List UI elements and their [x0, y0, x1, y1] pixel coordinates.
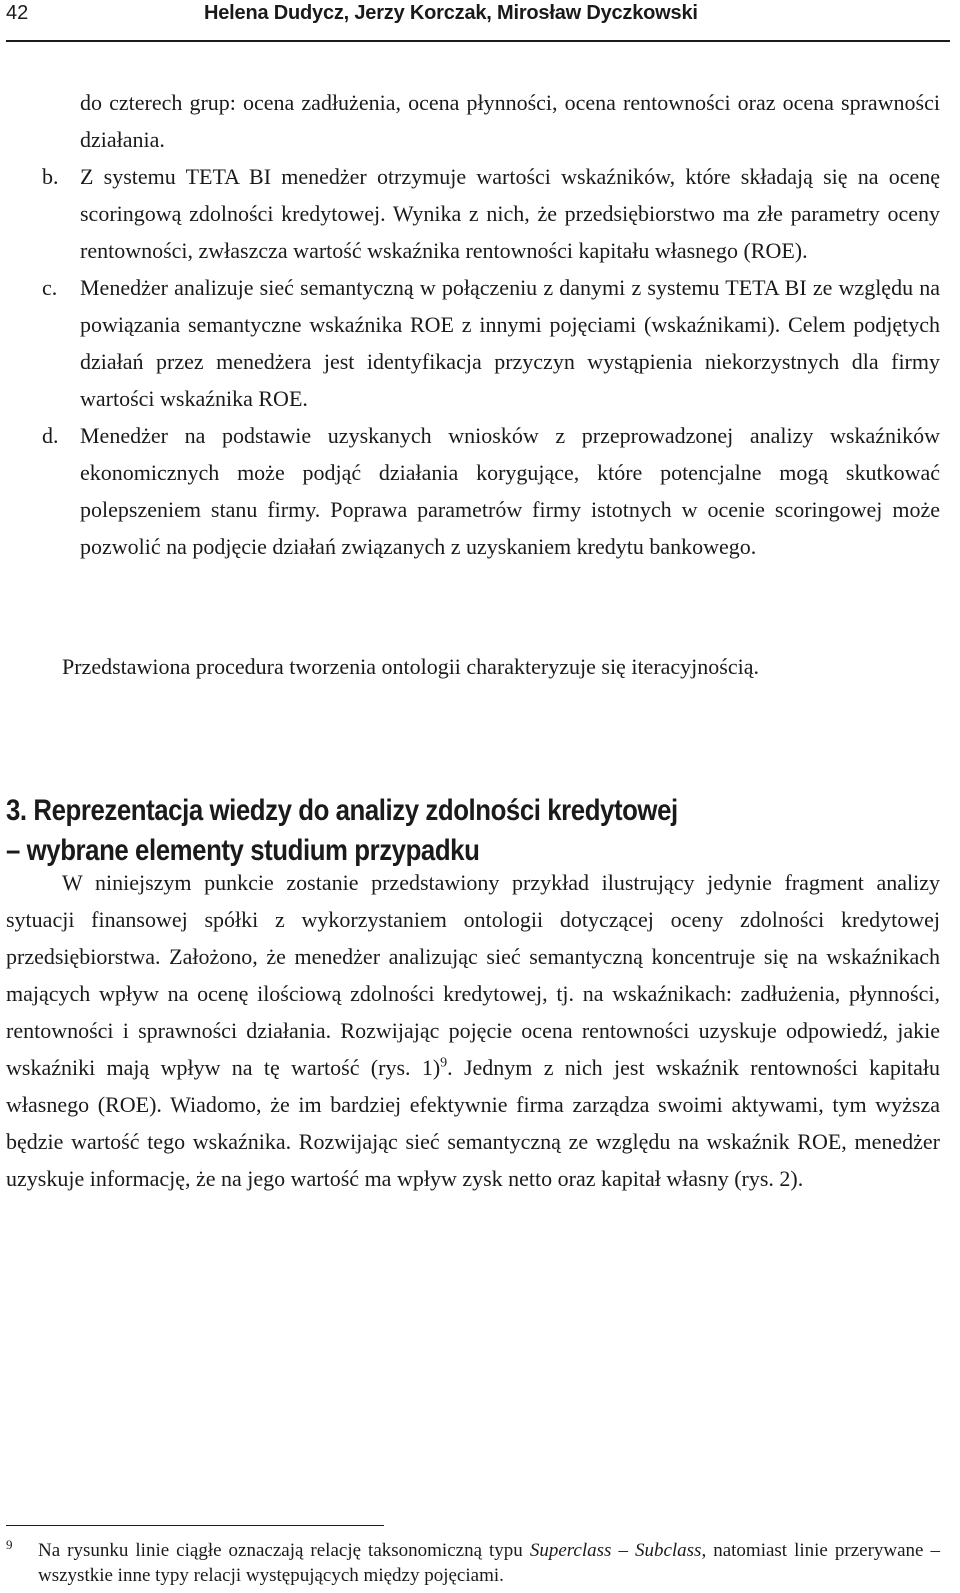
list-marker: c.: [42, 275, 58, 300]
section-heading: [6, 791, 806, 871]
footnote-text-part: Na rysunku linie ciągłe oznaczają relację taksonomiczną typu: [38, 1540, 530, 1561]
footnote-marker: 9: [6, 1537, 13, 1552]
footnote-rule: [6, 1525, 384, 1526]
list-item-text: Menedżer na podstawie uzyskanych wniosków z przeprowadzonej analizy wskaźników ekonomicznych może podjąć działania korygujące, które potencjalne mogą skutkować polepszeniem stanu firmy. Poprawa parametrów firmy istotnych w ocenie scoringowej może pozwolić na podjęcie działań związanych z uzyskaniem kredytu bankowego.: [80, 423, 940, 559]
list-marker: b.: [42, 164, 59, 189]
list-item-continuation: do czterech grup: ocena zadłużenia, ocena płynności, ocena rentowności oraz ocena sprawności działania.: [80, 90, 940, 152]
footnote-text: [38, 1538, 940, 1588]
body-text-part-1: W niniejszym punkcie zostanie przedstawiony przykład ilustrujący jedynie fragment analizy sytuacji finansowej spółki z wykorzystaniem ontologii dotyczącej oceny zdolności kredytowej przedsiębiorstwa. Założono, że menedżer analizując sieć semantyczną koncentruje się na wskaźnikach mających wpływ na ocenę ilościową zdolności kredytowej, tj. na wskaźnikach: zadłużenia, płynności, rentowności i sprawności działania. Rozwijając pojęcie ocena rentowności uzyskuje odpowiedź, jakie wskaźniki mają wpływ na tę wartość (rys. 1): [6, 870, 940, 1080]
footnote-text-part: –: [611, 1540, 635, 1561]
footnote-reference: 9: [440, 1055, 448, 1071]
footnote-text-part: , natomiast linie przerywane – wszystkie inne typy relacji występujących między pojęciami.: [38, 1540, 940, 1586]
list-item-d: [42, 417, 940, 565]
header-rule: [6, 40, 950, 42]
body-text-part-2: . Jednym z nich jest wskaźnik rentowności kapitału własnego (ROE). Wiadomo, że im bardziej efektywnie firma zarządza swoimi aktywami, tym wyższa będzie wartość tego wskaźnika. Rozwijając sieć semantyczną ze względu na wskaźnik ROE, menedżer uzyskuje informację, że na jego wartość ma wpływ zysk netto oraz kapitał własny (rys. 2).: [6, 1055, 940, 1191]
list-item-text: Z systemu TETA BI menedżer otrzymuje wartości wskaźników, które składają się na ocenę scoringową zdolności kredytowej. Wynika z nich, że przedsiębiorstwo ma złe parametry oceny rentowności, zwłaszcza wartość wskaźnika rentowności kapitału własnego (ROE).: [80, 164, 940, 263]
footnote-italic-term: Subclass: [634, 1540, 702, 1561]
page-number: 42: [6, 2, 29, 24]
list-item-text: Menedżer analizuje sieć semantyczną w połączeniu z danymi z systemu TETA BI ze względu na powiązania semantyczne wskaźnika ROE z innymi pojęciami (wskaźnikami). Celem podjętych działań przez menedżera jest identyfikacja przyczyn wystąpienia niekorzystnych dla firmy wartości wskaźnika ROE.: [80, 275, 940, 411]
body-paragraph: [6, 864, 940, 1197]
page-header: [0, 0, 960, 44]
section-heading-line-2: – wybrane elementy studium przypadku: [6, 833, 480, 867]
footnote: [6, 1538, 940, 1588]
footnote-italic-term: Superclass: [529, 1540, 612, 1561]
procedure-list: [42, 84, 940, 565]
list-marker: d.: [42, 423, 59, 448]
section-heading-line-1: 3. Reprezentacja wiedzy do analizy zdolności kredytowej: [6, 793, 678, 827]
summary-sentence: Przedstawiona procedura tworzenia ontologii charakteryzuje się iteracyjnością.: [62, 654, 759, 679]
list-item-c: [42, 269, 940, 417]
list-item-b: [42, 158, 940, 269]
running-head: Helena Dudycz, Jerzy Korczak, Mirosław Dyczkowski: [204, 2, 698, 24]
